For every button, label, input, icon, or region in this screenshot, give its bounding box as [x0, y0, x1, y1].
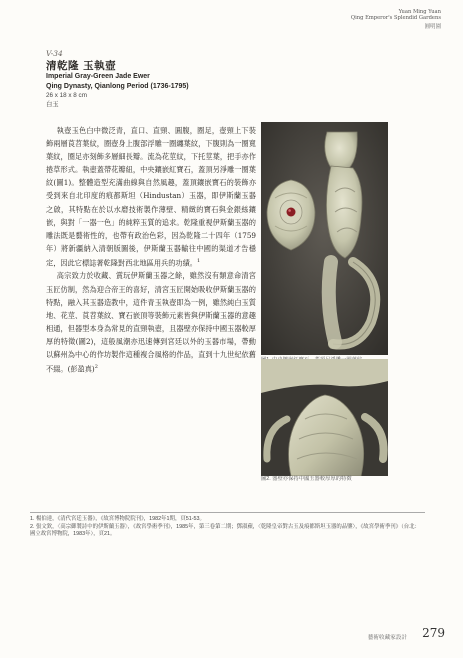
object-title-en [46, 72, 189, 92]
header-subtitle-en: Qing Emperor's Splendid Gardens [350, 15, 441, 22]
page-number: 279 [422, 626, 445, 640]
footnote-item: 1. 楊伯達，《清代宮廷玉器》，《故宮博物院院刊》，1982年1期，頁51-53。 [30, 516, 205, 522]
jade-ewer-neck-photo [261, 359, 388, 476]
figure-2-photo [261, 359, 388, 476]
essay-body [46, 124, 256, 376]
footnote-divider [30, 512, 425, 513]
figure-2-caption: 圖2. 器壁亦保持中國玉器較厚厚的特徵 [261, 476, 352, 482]
object-dimensions: 26 x 18 x 8 cm [46, 92, 87, 99]
figure-1-photo [261, 122, 388, 355]
object-period-en: Qing Dynasty, Qianlong Period (1736-1795) [46, 82, 189, 90]
object-name-en: Imperial Gray-Green Jade Ewer [46, 73, 150, 80]
running-header [351, 9, 441, 22]
ruby-inlay [287, 208, 296, 217]
essay-paragraph [46, 269, 256, 375]
header-title-cn: 圓明園 [424, 24, 441, 30]
footnote-item: 2. 張文欽，〈高宗御製詩中的伊斯蘭玉器〉，《故宮學術季刊》，1985年，第三卷第二期；鄧淑蘋，〈乾隆皇帝對古玉及痕都斯坦玉器的品鑒〉，《故宮學術季刊》（台北：國立故宮博物院，1983年），頁21。 [30, 524, 420, 538]
footnote-ref[interactable]: 1 [196, 257, 201, 264]
footer-label: 藝術收藏家設計 [367, 635, 407, 641]
essay-paragraph-text: 高宗致力於收藏、賞玩伊斯蘭玉器之餘，雖然沒有類意命清宮玉匠仿制，然為迎合帝王的喜好，清宮玉匠開始吸收伊斯蘭玉器的特點，融入其玉器造教中，這件青玉執壺即為一例，雖然純白玉質地、花莖、莨苕葉紋、寶石嵌頂等裝飾元素皆與伊斯蘭玉器的意趣相通，但器型本身為常見的直頸執壺，且器壁亦保持中國玉器較厚厚的特徵(圖2)，這般風潮亦迅速傳到宮廷以外的玉器市場，帶動以蘇州為中心的作坊製作這種複合風格的作品，直到十九世紀依舊不綴。(彭盈真) [46, 271, 256, 374]
header-title-en: Yuan Ming Yuan [398, 9, 441, 15]
footnotes [30, 516, 425, 540]
jade-ewer-lid-photo [261, 122, 388, 355]
catalogue-number: V-34 [46, 49, 63, 58]
essay-paragraph-text: 執壺玉色白中微泛青，直口、直頸、圓腹，圈足，壺頸上下裝飾兩層莨苕葉紋，圈壺身上腹部浮雕一圈纏葉紋，下腹則為一圈寬葉紋，圈足亦刻飾多層細長瓣。流為花莖紋，下托莖葉，把手亦作捲草形式。執壺蓋帶花瓣紐，中央鑲嵌紅寶石，蓋頂另淨雕一圈葉紋(圖1)。整體造型充滿曲線與自然風趣，蓋頂鑲嵌寶石的裝飾亦受到來自北印度的痕都斯坦（Hindustan）玉器，即伊斯蘭玉器之啟，其特點在於以水磨技術製作薄壁、精緻的寶石與金銀絲鑲嵌，與對「一器一色」的純粹玉質的追求。乾隆重視伊斯蘭玉器的雕法既是藝術性的，也帶有政治色彩，因為乾隆二十四年（1759年）將新疆納入清朝版圖後，伊斯蘭玉器輸往中國的渠道才告穩定，因此它標誌著乾隆對西北地區用兵的功績。 [46, 126, 256, 268]
essay-paragraph [46, 124, 256, 269]
object-details [46, 92, 87, 109]
object-title-cn: 清乾隆 玉執壺 [46, 60, 117, 72]
footnote-ref[interactable]: 2 [94, 364, 98, 371]
object-material: 白玉 [46, 100, 59, 108]
